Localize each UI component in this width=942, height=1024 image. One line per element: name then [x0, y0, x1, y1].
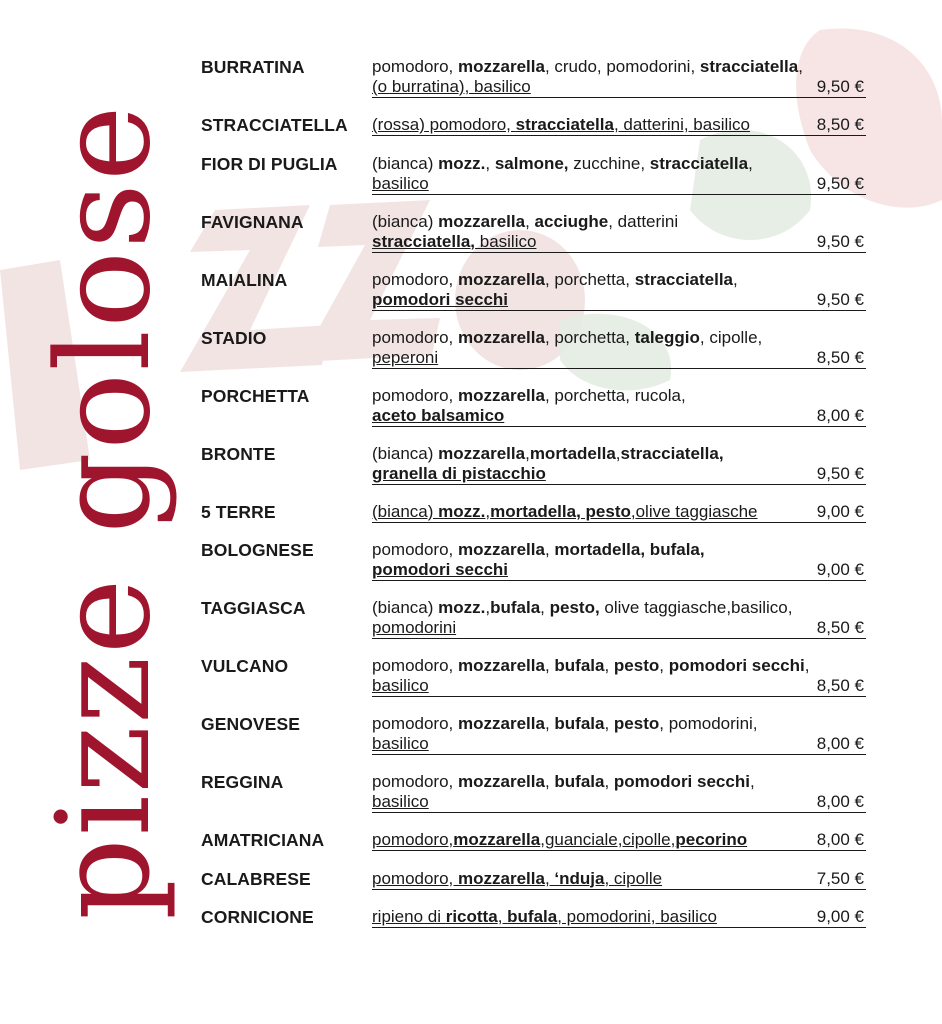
ingredient-text: (bianca): [372, 153, 439, 173]
ingredient-highlight: mozzarella: [458, 540, 545, 559]
menu-item: [201, 212, 866, 270]
price: 9,50 €: [816, 231, 864, 251]
ingredient-highlight: mortadella, pesto: [490, 501, 631, 521]
ingredients-underlined: [372, 232, 536, 251]
pizza-ingredients: [372, 714, 866, 755]
ingredient-text: ,: [544, 540, 555, 559]
ingredient-text: pomodorini: [372, 618, 457, 637]
ingredients-line-2: [372, 464, 866, 485]
ingredient-highlight: salmone,: [494, 153, 569, 173]
pizza-name: PORCHETTA: [201, 385, 310, 406]
ingredient-text: , pomodorini,: [659, 714, 758, 733]
ingredient-highlight: stracciatella,: [620, 443, 724, 463]
ingredients-line-2: [372, 290, 866, 311]
pizza-ingredients: [372, 57, 866, 98]
ingredient-text: , crudo, pomodorini,: [544, 57, 700, 76]
ingredient-highlight: pesto,: [549, 598, 600, 617]
ingredients-line-1: [372, 656, 866, 676]
ingredients-underlined: [372, 907, 717, 926]
ingredient-highlight: mozzarella: [458, 868, 545, 888]
pizza-name: BOLOGNESE: [201, 540, 314, 560]
pizza-name: FAVIGNANA: [201, 211, 304, 232]
menu-item: [201, 540, 866, 598]
ingredient-highlight: stracciatella: [634, 269, 734, 289]
ingredient-text: ,: [604, 714, 614, 733]
pizza-ingredients: [372, 212, 866, 253]
price: 9,50 €: [816, 77, 864, 96]
price: 8,50 €: [816, 618, 864, 637]
ingredients-line-1: [372, 772, 866, 792]
ingredient-highlight: bufala: [554, 656, 605, 675]
ingredient-text: , porchetta, rucola,: [544, 385, 686, 405]
price: 8,50 €: [816, 676, 864, 695]
pizza-name: MAIALINA: [201, 269, 288, 290]
ingredient-text: basilico: [475, 231, 537, 251]
pizza-ingredients: [372, 444, 866, 485]
ingredient-text: (rossa): [372, 115, 425, 134]
ingredients-line: [372, 869, 866, 890]
ingredients-underlined: [372, 115, 750, 134]
price: 9,00 €: [816, 560, 864, 579]
ingredient-text: pomodoro,: [372, 714, 458, 733]
ingredient-text: pomodoro,: [372, 327, 458, 347]
menu-item: [201, 869, 866, 908]
pizza-ingredients: [372, 386, 866, 427]
pizza-ingredients: [372, 115, 866, 136]
pizza-name: STADIO: [201, 327, 267, 348]
ingredient-text: ,: [485, 598, 491, 617]
ingredient-highlight: mozz.: [438, 598, 486, 617]
pizza-ingredients: [372, 656, 866, 697]
ingredients-line-1: [372, 598, 866, 618]
ingredient-text: basilico: [372, 676, 429, 695]
ingredient-text: pomodoro,: [372, 57, 458, 76]
ingredient-highlight: mortadella: [529, 443, 616, 463]
menu-item: [201, 270, 866, 328]
ingredient-highlight: pesto: [613, 656, 660, 675]
ingredient-text: ,: [659, 656, 669, 675]
ingredient-highlight: stracciatella: [515, 115, 614, 134]
price: 8,50 €: [816, 347, 864, 367]
ingredients-line-1: [372, 328, 866, 348]
pizza-ingredients: [372, 772, 866, 813]
pizza-ingredients: [372, 830, 866, 851]
ingredient-highlight: acciughe: [534, 211, 609, 231]
ingredient-text: ,: [525, 443, 530, 463]
ingredients-underlined: [372, 618, 456, 637]
ingredient-highlight: mozzarella: [458, 772, 545, 791]
pizza-ingredients: [372, 328, 866, 369]
ingredient-highlight: mozz.: [438, 153, 486, 173]
menu-item: [201, 57, 866, 115]
ingredients-line-2: [372, 174, 866, 195]
pizza-name: AMATRICIANA: [201, 830, 325, 850]
section-title: pizze golose: [30, 103, 179, 920]
ingredient-highlight: aceto balsamico: [372, 405, 505, 425]
ingredient-highlight: pomodori secchi: [668, 656, 805, 675]
ingredient-highlight: pomodori secchi: [372, 289, 509, 309]
ingredient-text: (bianca): [372, 443, 439, 463]
menu-item: [201, 386, 866, 444]
ingredient-text: ,: [540, 598, 550, 617]
ingredient-text: peperoni: [372, 347, 439, 367]
ingredient-text: pomodoro,: [372, 772, 458, 791]
ingredient-text: (bianca): [372, 211, 439, 231]
pizza-name: STRACCIATELLA: [201, 115, 348, 135]
ingredient-text: , cipolle: [604, 868, 663, 888]
ingredient-highlight: mozz.: [438, 501, 486, 521]
price: 9,00 €: [816, 907, 864, 926]
menu-item: [201, 115, 866, 154]
ingredient-highlight: stracciatella: [649, 153, 749, 173]
ingredients-underlined: [372, 406, 504, 425]
ingredients-line: [372, 115, 866, 136]
ingredients-line-2: [372, 618, 866, 639]
menu-item: [201, 328, 866, 386]
ingredient-text: , cipolle,: [699, 327, 763, 347]
ingredient-highlight: stracciatella: [699, 57, 799, 76]
ingredients-line-1: [372, 154, 866, 174]
ingredient-text: , pomodorini, basilico: [557, 907, 717, 926]
ingredient-text: (o burratina), basilico: [372, 77, 531, 96]
ingredient-text: pomodoro,: [372, 830, 454, 849]
price: 9,00 €: [816, 501, 864, 521]
ingredient-text: olive taggiasche,basilico,: [599, 598, 793, 617]
ingredient-text: , datterini, basilico: [613, 115, 751, 134]
ingredient-highlight: mozzarella: [453, 830, 541, 849]
ingredient-text: ,: [604, 656, 614, 675]
ingredient-text: pomodoro,: [372, 656, 458, 675]
ingredients-underlined: [372, 464, 546, 483]
ingredient-highlight: mozzarella: [458, 385, 545, 405]
pizza-menu-list: [201, 57, 866, 946]
ingredient-text: pomodoro,: [372, 385, 458, 405]
ingredients-underlined: [372, 869, 662, 888]
ingredient-highlight: stracciatella,: [372, 231, 476, 251]
ingredient-text: ,: [485, 501, 491, 521]
ingredients-underlined: [372, 348, 438, 367]
ingredient-text: pomodoro,: [372, 269, 458, 289]
pizza-name: VULCANO: [201, 656, 289, 676]
menu-item: [201, 656, 866, 714]
ingredient-text: (bianca): [372, 501, 439, 521]
ingredient-highlight: mozzarella: [438, 211, 526, 231]
ingredients-underlined: [372, 290, 508, 309]
pizza-name: CORNICIONE: [201, 907, 314, 927]
pizza-ingredients: [372, 907, 866, 928]
pizza-name: BRONTE: [201, 443, 276, 464]
pizza-name: CALABRESE: [201, 868, 311, 889]
pizza-name: TAGGIASCA: [201, 598, 306, 618]
ingredients-underlined: [372, 77, 531, 96]
pizza-ingredients: [372, 598, 866, 639]
ingredient-highlight: pecorino: [675, 830, 748, 849]
ingredient-text: ,: [798, 57, 803, 76]
ingredient-text: basilico: [372, 173, 429, 193]
ingredients-line: [372, 907, 866, 928]
ingredient-text: ,: [749, 772, 755, 791]
price: 8,00 €: [816, 792, 864, 811]
pizza-name: GENOVESE: [201, 714, 301, 734]
ingredient-highlight: bufala: [554, 772, 605, 791]
ingredients-underlined: [372, 830, 747, 849]
pizza-ingredients: [372, 270, 866, 311]
ingredient-highlight: pomodori secchi: [372, 560, 509, 579]
ingredient-text: ,: [615, 443, 621, 463]
ingredients-line-1: [372, 270, 866, 290]
ingredient-text: pomodoro,: [424, 115, 516, 134]
ingredient-highlight: pomodori secchi: [613, 772, 750, 791]
ingredients-line-2: [372, 232, 866, 253]
ingredient-text: , porchetta,: [544, 269, 635, 289]
ingredients-line-2: [372, 77, 866, 98]
ingredients-underlined: [372, 734, 429, 753]
price: 7,50 €: [816, 868, 864, 888]
menu-item: [201, 907, 866, 946]
ingredients-line-1: [372, 444, 866, 464]
ingredient-text: ,: [804, 656, 810, 675]
pizza-name: REGGINA: [201, 772, 284, 792]
ingredient-text: ,: [604, 772, 614, 791]
menu-item: [201, 502, 866, 541]
ingredient-highlight: mozzarella: [438, 443, 526, 463]
ingredients-line-2: [372, 406, 866, 427]
ingredients-underlined: [372, 560, 508, 579]
ingredients-line: [372, 502, 866, 523]
ingredients-underlined: [372, 174, 429, 193]
ingredient-highlight: bufala: [490, 598, 541, 617]
ingredient-text: ,: [733, 269, 738, 289]
ingredient-text: ,: [485, 153, 495, 173]
ingredient-highlight: mozzarella: [458, 269, 545, 289]
menu-item: [201, 830, 866, 869]
menu-item: [201, 154, 866, 212]
price: 8,50 €: [816, 115, 864, 134]
ingredient-text: basilico: [372, 734, 429, 753]
ingredient-highlight: bufala: [554, 714, 605, 733]
pizza-name: FIOR DI PUGLIA: [201, 153, 338, 174]
ingredient-highlight: mozzarella: [458, 656, 545, 675]
ingredient-text: pomodoro,: [372, 868, 458, 888]
menu-item: [201, 598, 866, 656]
ingredient-highlight: mozzarella: [458, 714, 545, 733]
ingredient-highlight: ricotta: [445, 907, 498, 926]
ingredient-highlight: ‘nduja: [554, 868, 605, 888]
price: 9,50 €: [816, 289, 864, 309]
ingredients-line-2: [372, 560, 866, 581]
pizza-name: BURRATINA: [201, 57, 305, 77]
ingredients-line: [372, 830, 866, 851]
ingredient-text: , datterini: [608, 211, 679, 231]
price: 8,00 €: [816, 734, 864, 753]
ingredient-text: (bianca): [372, 598, 439, 617]
ingredient-highlight: mozzarella: [458, 327, 545, 347]
ingredient-text: ,: [497, 907, 508, 926]
ingredient-text: ,: [544, 656, 555, 675]
ingredient-text: ,olive taggiasche: [630, 501, 758, 521]
pizza-ingredients: [372, 869, 866, 890]
ingredient-text: basilico: [372, 792, 429, 811]
ingredients-line-2: [372, 792, 866, 813]
ingredients-line-2: [372, 348, 866, 369]
ingredient-highlight: bufala: [507, 907, 558, 926]
ingredients-line-1: [372, 714, 866, 734]
ingredient-text: ,: [544, 772, 555, 791]
ingredient-highlight: taleggio: [634, 327, 700, 347]
menu-item: [201, 772, 866, 830]
ingredient-text: ,: [748, 153, 753, 173]
ingredients-line-1: [372, 540, 866, 560]
ingredients-line-1: [372, 212, 866, 232]
pizza-name: 5 TERRE: [201, 501, 276, 522]
ingredients-line-1: [372, 57, 866, 77]
ingredient-text: zucchine,: [568, 153, 650, 173]
price: 8,00 €: [816, 830, 864, 849]
price: 9,50 €: [816, 173, 864, 193]
ingredients-underlined: [372, 792, 429, 811]
pizza-ingredients: [372, 540, 866, 581]
ingredient-text: , porchetta,: [544, 327, 635, 347]
menu-item: [201, 714, 866, 772]
ingredient-highlight: granella di pistacchio: [372, 463, 546, 483]
menu-item: [201, 444, 866, 502]
price: 9,50 €: [816, 463, 864, 483]
ingredients-underlined: [372, 502, 758, 521]
pizza-ingredients: [372, 154, 866, 195]
ingredient-highlight: mortadella, bufala,: [554, 540, 705, 559]
ingredient-text: ,guanciale,cipolle,: [540, 830, 676, 849]
ingredient-highlight: pesto: [613, 714, 660, 733]
ingredient-text: ripieno di: [372, 907, 446, 926]
pizza-ingredients: [372, 502, 866, 523]
ingredient-text: ,: [544, 714, 555, 733]
price: 8,00 €: [816, 405, 864, 425]
ingredients-line-1: [372, 386, 866, 406]
ingredient-text: ,: [525, 211, 535, 231]
ingredients-line-2: [372, 734, 866, 755]
ingredients-underlined: [372, 676, 429, 695]
ingredients-line-2: [372, 676, 866, 697]
ingredient-highlight: mozzarella: [458, 57, 545, 76]
ingredient-text: ,: [544, 868, 555, 888]
ingredient-text: pomodoro,: [372, 540, 458, 559]
